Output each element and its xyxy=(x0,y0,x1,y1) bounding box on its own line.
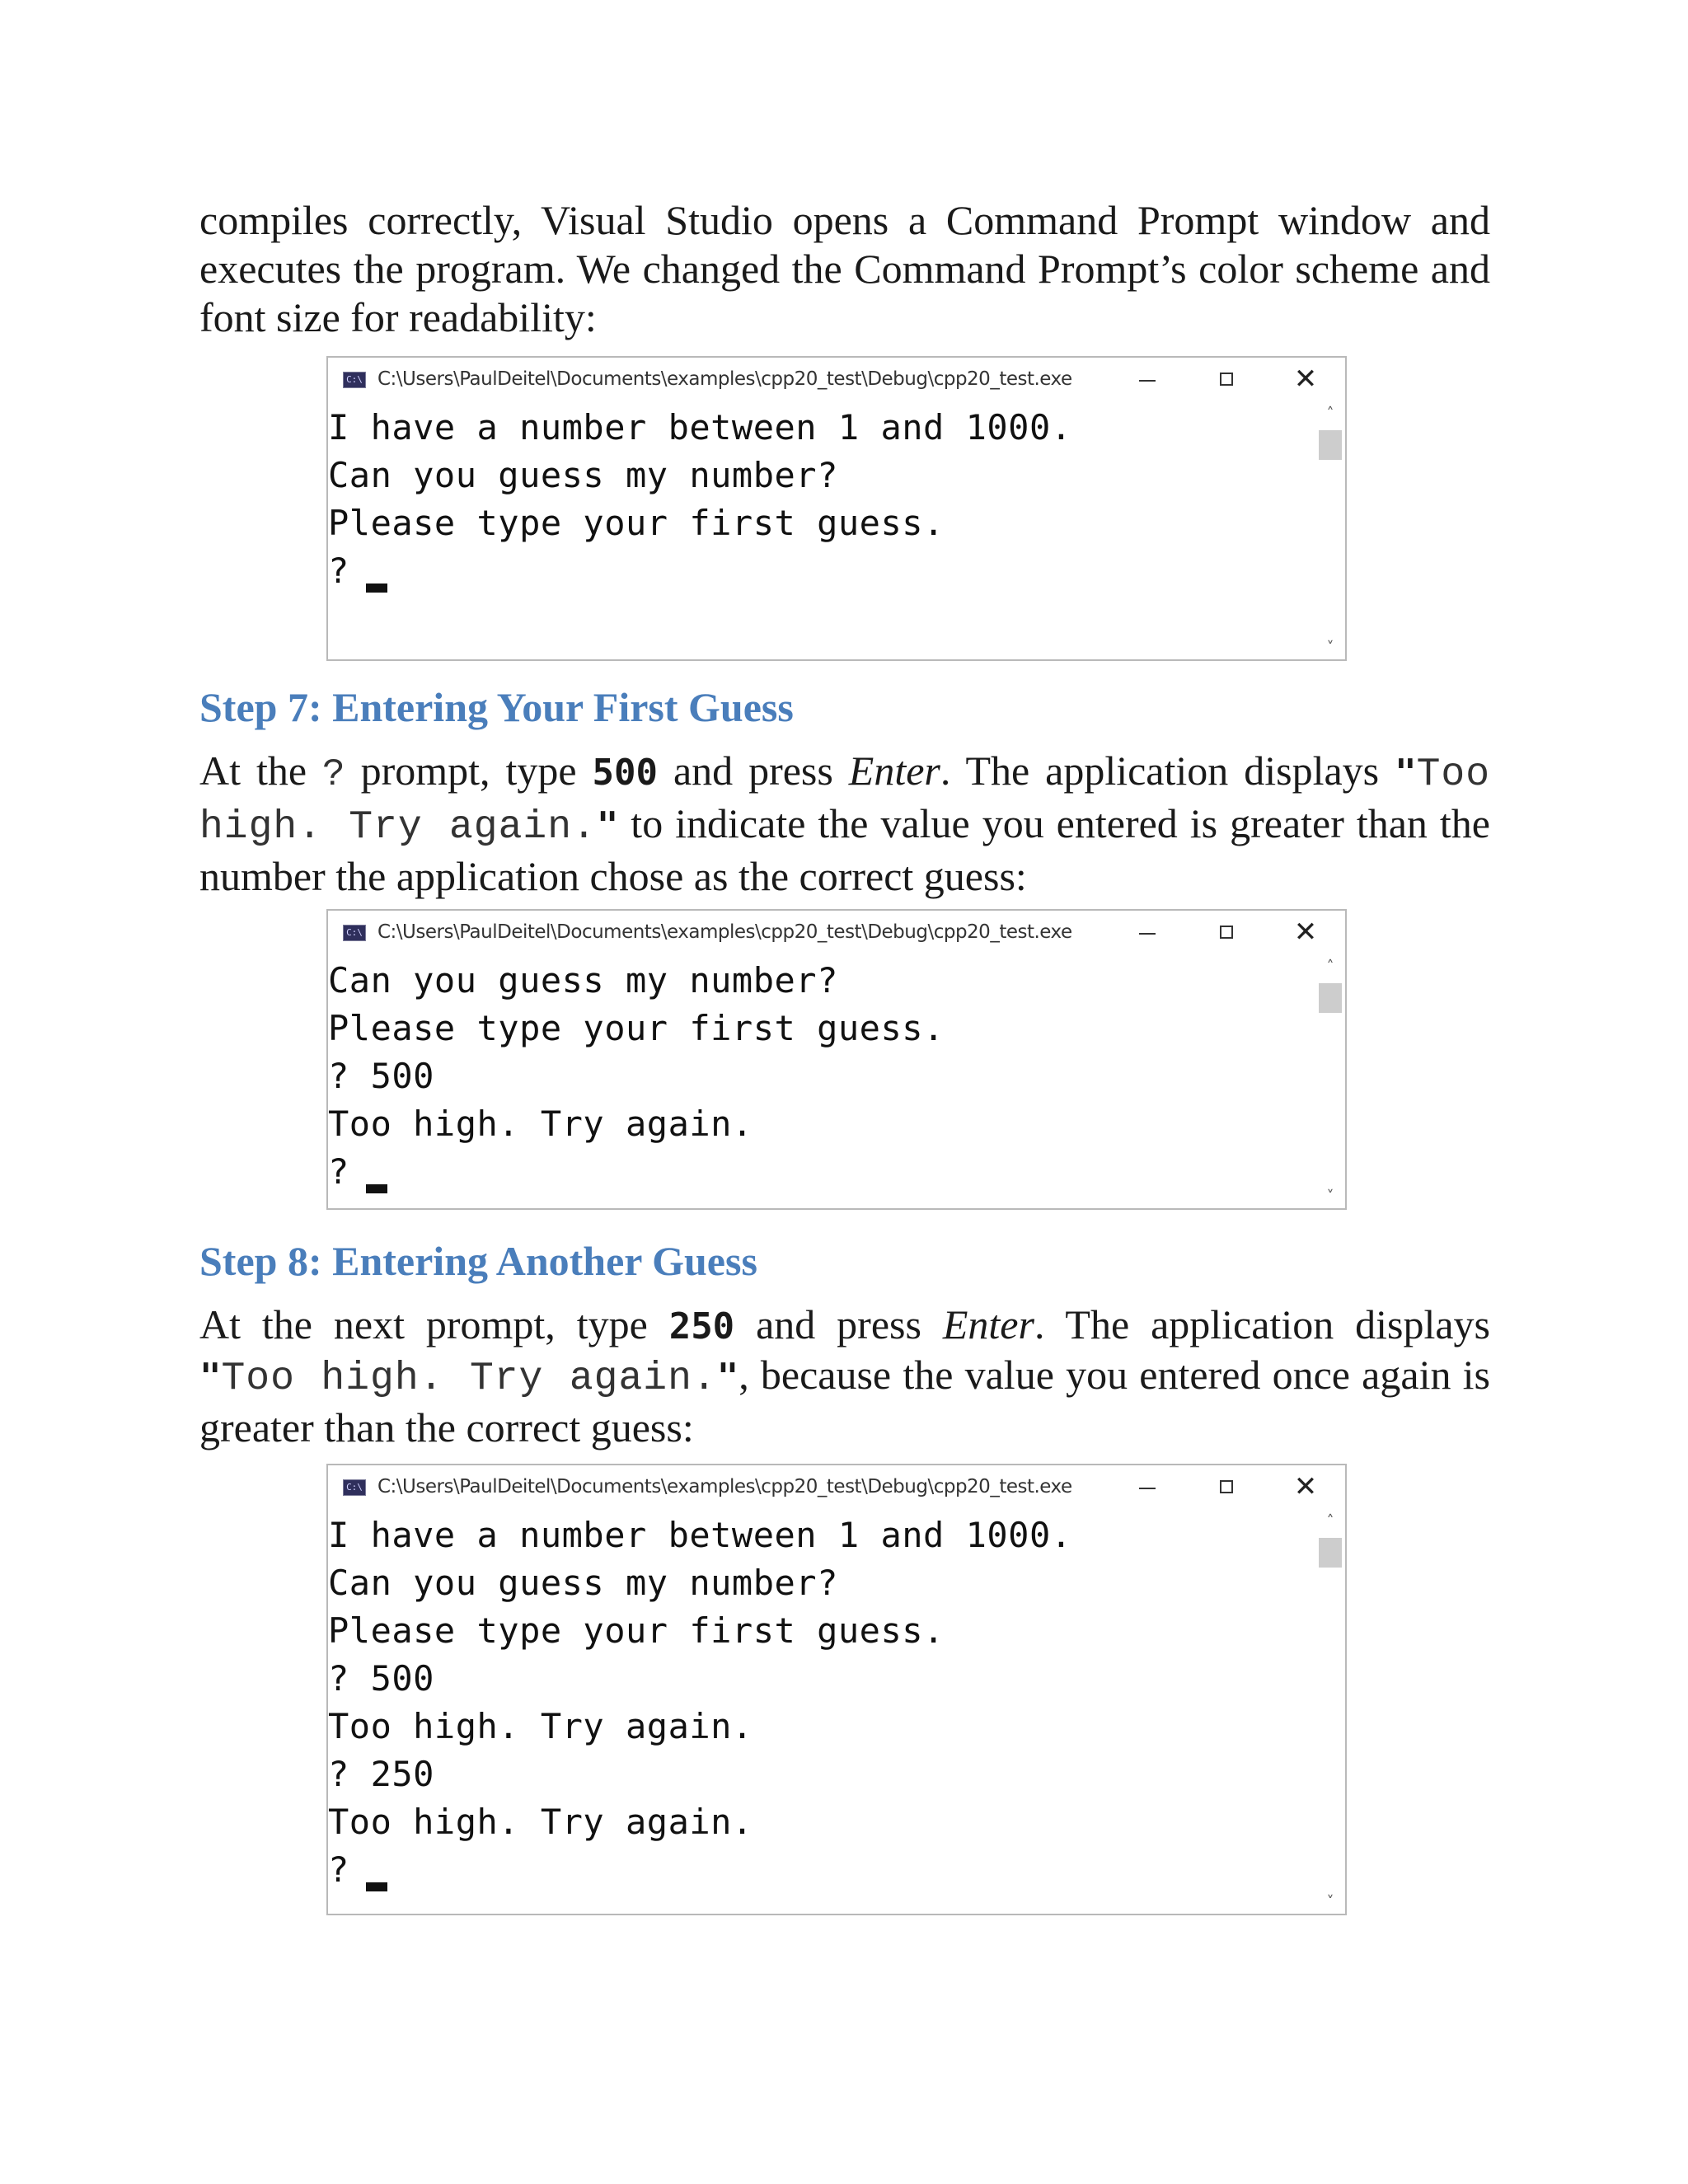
console-titlebar xyxy=(328,911,1345,957)
console-line: Too high. Try again. xyxy=(328,1104,753,1144)
minimize-icon[interactable] xyxy=(1129,363,1165,396)
console-line: Too high. Try again. xyxy=(328,1706,753,1746)
scroll-down-icon[interactable]: ˅ xyxy=(1326,639,1334,656)
close-icon[interactable]: ✕ xyxy=(1293,363,1318,396)
console-line: I have a number between 1 and 1000. xyxy=(328,407,1072,448)
scroll-down-icon[interactable]: ˅ xyxy=(1326,1188,1334,1205)
scrollbar[interactable] xyxy=(1315,1511,1345,1914)
console-title: C:\Users\PaulDeitel\Documents\examples\cpp20_test\Debug\cpp20_test.exe xyxy=(377,921,1072,943)
cursor xyxy=(366,1184,387,1193)
step-7-paragraph xyxy=(199,747,1490,901)
scroll-thumb[interactable] xyxy=(1319,1538,1342,1568)
console-line: Please type your first guess. xyxy=(328,1008,945,1048)
console-prompt-line xyxy=(328,1148,1312,1196)
scroll-up-icon[interactable]: ˄ xyxy=(1326,958,1334,975)
console-line: ? 500 xyxy=(328,1658,434,1699)
console-line: Can you guess my number? xyxy=(328,455,838,495)
step-7-line-2: high. Try again." to indicate the value you entered is greater than the xyxy=(199,800,1490,850)
maximize-icon[interactable] xyxy=(1208,916,1245,949)
scroll-thumb[interactable] xyxy=(1319,430,1342,460)
console-line: Too high. Try again. xyxy=(328,1802,753,1842)
intro-line-2: executes the program. We changed the Command Prompt’s color scheme and xyxy=(199,246,1490,292)
intro-line-3: font size for readability: xyxy=(199,294,597,340)
intro-line-1: compiles correctly, Visual Studio opens a Command Prompt window and xyxy=(199,197,1490,243)
cmd-icon: C:\ xyxy=(343,925,366,941)
console-prompt-line xyxy=(328,1846,1312,1894)
input-value: 500 xyxy=(592,752,658,794)
cursor xyxy=(366,1882,387,1891)
minimize-icon[interactable] xyxy=(1129,1470,1165,1503)
console-titlebar xyxy=(328,358,1345,404)
intro-paragraph xyxy=(199,196,1490,342)
cmd-icon: C:\ xyxy=(343,372,366,388)
console-title: C:\Users\PaulDeitel\Documents\examples\cpp20_test\Debug\cpp20_test.exe xyxy=(377,1476,1072,1497)
close-icon[interactable]: ✕ xyxy=(1293,916,1318,949)
console-window-2 xyxy=(326,909,1347,1210)
step-7-heading: Step 7: Entering Your First Guess xyxy=(199,684,794,730)
console-window-3 xyxy=(326,1464,1347,1915)
console-line: Can you guess my number? xyxy=(328,960,838,1001)
cmd-icon: C:\ xyxy=(343,1479,366,1496)
console-titlebar xyxy=(328,1465,1345,1511)
console-line: ? 250 xyxy=(328,1754,434,1794)
console-line: Please type your first guess. xyxy=(328,503,945,543)
minimize-icon[interactable] xyxy=(1129,916,1165,949)
console-prompt: ? xyxy=(328,551,349,591)
step-7-line-1: At the ? prompt, type 500 and press Enter. The application displays "Too xyxy=(199,748,1490,797)
step-8-line-3: greater than the correct guess: xyxy=(199,1404,694,1451)
console-line: ? 500 xyxy=(328,1056,434,1096)
scroll-up-icon[interactable]: ˄ xyxy=(1326,1512,1334,1530)
maximize-icon[interactable] xyxy=(1208,1470,1245,1503)
input-value: 250 xyxy=(668,1305,735,1347)
scroll-up-icon[interactable]: ˄ xyxy=(1326,405,1334,422)
maximize-icon[interactable] xyxy=(1208,363,1245,396)
scrollbar[interactable] xyxy=(1315,404,1345,659)
step-8-paragraph xyxy=(199,1301,1490,1452)
close-icon[interactable]: ✕ xyxy=(1293,1470,1318,1503)
console-prompt: ? xyxy=(328,1151,349,1192)
console-title: C:\Users\PaulDeitel\Documents\examples\cpp20_test\Debug\cpp20_test.exe xyxy=(377,368,1072,390)
console-line: Please type your first guess. xyxy=(328,1610,945,1651)
console-line: Can you guess my number? xyxy=(328,1563,838,1603)
console-line: I have a number between 1 and 1000. xyxy=(328,1515,1072,1555)
step-8-line-2: "Too high. Try again.", because the value you entered once again is xyxy=(199,1352,1491,1401)
scrollbar[interactable] xyxy=(1315,957,1345,1208)
console-prompt: ? xyxy=(328,1849,349,1890)
scroll-down-icon[interactable]: ˅ xyxy=(1326,1893,1334,1910)
cursor xyxy=(366,583,387,593)
console-output xyxy=(328,957,1312,1208)
console-window-1 xyxy=(326,356,1347,661)
console-prompt-line xyxy=(328,547,1312,595)
step-8-heading: Step 8: Entering Another Guess xyxy=(199,1238,757,1284)
console-output xyxy=(328,404,1312,659)
scroll-thumb[interactable] xyxy=(1319,983,1342,1013)
console-output xyxy=(328,1511,1312,1914)
step-7-line-3: number the application chose as the correct guess: xyxy=(199,853,1027,899)
step-8-line-1: At the next prompt, type 250 and press Enter. The application displays xyxy=(199,1301,1491,1347)
